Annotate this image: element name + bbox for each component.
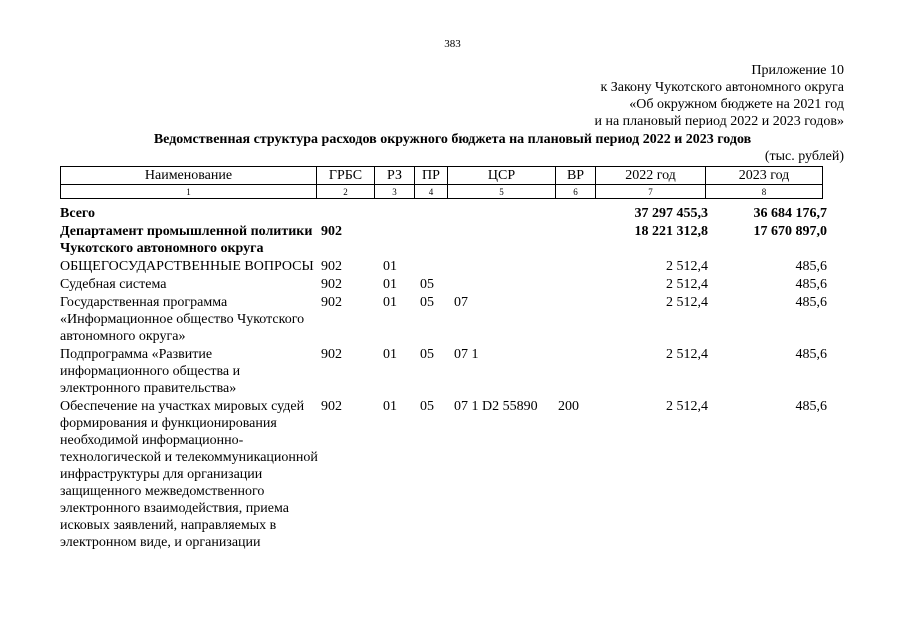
row-amount-2023: 485,6 — [795, 259, 827, 274]
budget-table — [60, 205, 827, 552]
row-rz: 01 — [383, 399, 397, 414]
row-rz: 01 — [383, 295, 397, 310]
row-amount-2022: 2 512,4 — [666, 399, 708, 414]
row-csr — [453, 223, 557, 258]
row-grbs: 902 — [321, 224, 342, 239]
row-name: Обеспечение на участках мировых судей формирования и функционирования необходимой информационно-технологической и телекоммуникационной инфраструктуры для организации защищенного межведомственного электронного взаимодействия, приема исковых заявлений, направляемых в электронном виде, и организации — [60, 399, 318, 550]
column-header-2022: 2022 год — [596, 167, 706, 185]
row-name: ОБЩЕГОСУДАРСТВЕННЫЕ ВОПРОСЫ — [60, 259, 314, 274]
table-row — [60, 294, 827, 346]
row-grbs — [320, 205, 382, 223]
row-grbs: 902 — [321, 295, 342, 310]
row-amount-2022: 2 512,4 — [666, 277, 708, 292]
row-amount-2023: 17 670 897,0 — [753, 224, 827, 239]
row-rz: 01 — [383, 347, 397, 362]
row-name: Государственная программа «Информационное общество Чукотского автономного округа» — [60, 295, 305, 344]
row-pr — [419, 223, 453, 258]
table-row — [60, 205, 827, 223]
document-title: Ведомственная структура расходов окружного бюджета на плановый период 2022 и 2023 годов — [153, 132, 752, 147]
appendix-line: к Закону Чукотского автономного округа — [600, 80, 844, 95]
column-header-vr: ВР — [556, 167, 596, 185]
row-amount-2023: 36 684 176,7 — [753, 206, 827, 221]
row-csr — [453, 258, 557, 276]
row-vr — [557, 346, 601, 398]
row-rz — [382, 205, 419, 223]
table-row — [60, 398, 827, 552]
row-amount-2023: 485,6 — [795, 277, 827, 292]
table-row — [60, 346, 827, 398]
row-amount-2022: 37 297 455,3 — [634, 206, 708, 221]
row-vr: 200 — [558, 399, 579, 414]
page-number: 383 — [444, 38, 461, 50]
row-csr — [453, 276, 557, 294]
row-pr: 05 — [420, 399, 434, 414]
row-vr — [557, 276, 601, 294]
appendix-line: «Об окружном бюджете на 2021 год — [629, 97, 844, 112]
row-csr: 07 1 D2 55890 — [454, 399, 538, 414]
row-csr: 07 1 — [454, 347, 479, 362]
row-vr — [557, 258, 601, 276]
column-number: 6 — [556, 185, 596, 199]
row-grbs: 902 — [321, 347, 342, 362]
row-vr — [557, 205, 601, 223]
row-pr — [419, 258, 453, 276]
row-name: Департамент промышленной политики Чукотского автономного округа — [60, 224, 313, 256]
row-name: Всего — [60, 206, 95, 221]
table-row — [60, 223, 827, 258]
row-vr — [557, 294, 601, 346]
row-pr — [419, 205, 453, 223]
row-amount-2023: 485,6 — [795, 295, 827, 310]
column-number: 2 — [317, 185, 375, 199]
row-amount-2022: 2 512,4 — [666, 295, 708, 310]
column-header-rz: РЗ — [375, 167, 415, 185]
row-rz: 01 — [383, 259, 397, 274]
column-header-2023: 2023 год — [706, 167, 823, 185]
appendix-line: и на плановый период 2022 и 2023 годов» — [594, 114, 844, 129]
row-grbs: 902 — [321, 399, 342, 414]
row-rz — [382, 223, 419, 258]
column-number: 7 — [596, 185, 706, 199]
row-amount-2022: 18 221 312,8 — [634, 224, 708, 239]
row-csr — [453, 205, 557, 223]
row-grbs: 902 — [321, 259, 342, 274]
table-row — [60, 276, 827, 294]
column-number: 4 — [415, 185, 448, 199]
table-row — [60, 258, 827, 276]
column-header-name: Наименование — [61, 167, 317, 185]
column-number: 1 — [61, 185, 317, 199]
column-header-pr: ПР — [415, 167, 448, 185]
row-csr: 07 — [454, 295, 468, 310]
appendix-header — [594, 62, 844, 130]
row-amount-2022: 2 512,4 — [666, 259, 708, 274]
row-amount-2022: 2 512,4 — [666, 347, 708, 362]
row-pr: 05 — [420, 295, 434, 310]
row-grbs: 902 — [321, 277, 342, 292]
row-vr — [557, 223, 601, 258]
row-rz: 01 — [383, 277, 397, 292]
column-header-csr: ЦСР — [448, 167, 556, 185]
column-number: 3 — [375, 185, 415, 199]
column-header-grbs: ГРБС — [317, 167, 375, 185]
row-name: Подпрограмма «Развитие информационного общества и электронного правительства» — [60, 347, 241, 396]
row-name: Судебная система — [60, 277, 167, 292]
row-amount-2023: 485,6 — [795, 347, 827, 362]
column-number: 5 — [448, 185, 556, 199]
row-pr: 05 — [420, 277, 434, 292]
column-number: 8 — [706, 185, 823, 199]
row-amount-2023: 485,6 — [795, 399, 827, 414]
appendix-line: Приложение 10 — [751, 63, 844, 78]
units-label: (тыс. рублей) — [764, 149, 844, 164]
table-header — [60, 166, 823, 199]
row-pr: 05 — [420, 347, 434, 362]
